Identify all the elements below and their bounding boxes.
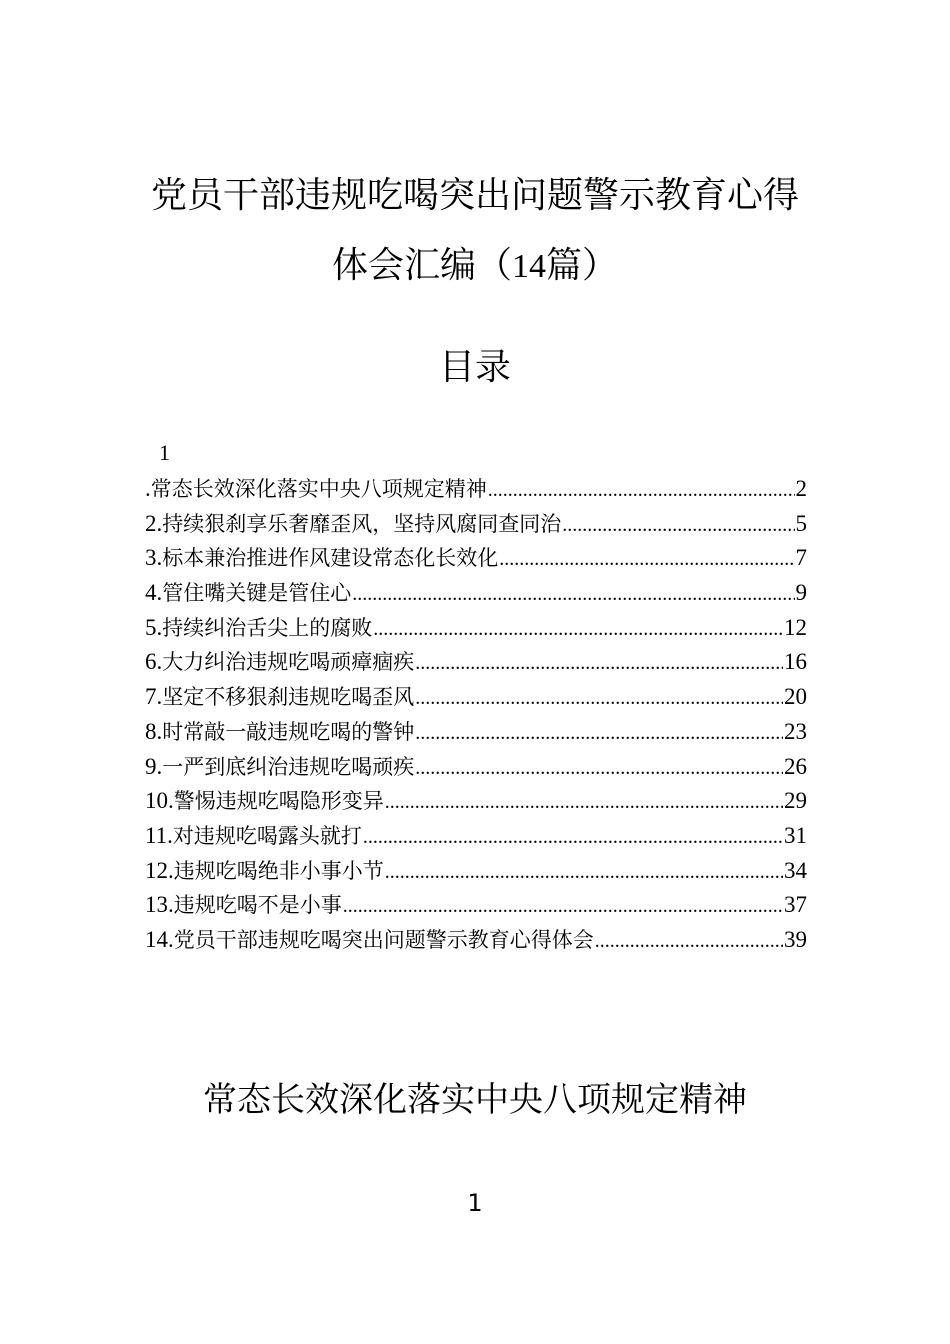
toc-entry-number: 4. — [145, 580, 163, 606]
toc-dot-leader — [499, 542, 794, 576]
toc-entry[interactable] — [145, 541, 807, 576]
toc-entry[interactable] — [145, 715, 807, 750]
toc-entry[interactable] — [145, 576, 807, 611]
toc-dot-leader — [343, 889, 783, 923]
toc-first-entry-number: 1 — [159, 440, 170, 465]
document-title-line-2 — [0, 246, 950, 287]
toc-dot-leader — [488, 473, 795, 507]
toc-entry[interactable] — [145, 680, 807, 715]
section-heading: 常态长效深化落实中央八项规定精神 — [203, 1080, 747, 1120]
toc-entry-label: 时常敲一敲违规吃喝的警钟 — [162, 719, 415, 744]
toc-entry-number: 8. — [145, 718, 163, 744]
toc-entry-label: 坚定不移狠刹违规吃喝歪风 — [162, 685, 415, 710]
toc-entry-label: 常态长效深化落实中央八项规定精神 — [150, 477, 487, 501]
toc-entry-number: 10. — [145, 788, 174, 814]
toc-entry-label: 违规吃喝绝非小事小节 — [173, 858, 384, 883]
toc-entry-page: 9 — [795, 580, 807, 606]
toc-entry[interactable] — [145, 611, 807, 646]
toc-entry-number: 7. — [145, 684, 163, 710]
toc-entry-page: 5 — [795, 510, 807, 536]
toc-entry-number: 9. — [145, 753, 163, 779]
toc-entry-page: 39 — [784, 926, 807, 952]
toc-entry[interactable] — [145, 507, 807, 542]
toc-dot-leader — [385, 785, 783, 819]
toc-entry-label: 标本兼治推进作风建设常态化长效化 — [162, 546, 499, 571]
toc-entry-page: 23 — [784, 718, 807, 744]
toc-entry-page: 29 — [784, 788, 807, 814]
toc-dot-leader — [415, 646, 783, 680]
toc-entry-number: 6. — [145, 649, 163, 675]
toc-entry-number: 11. — [145, 822, 173, 848]
title-line-2-prefix: 体会汇编（ — [331, 245, 512, 286]
toc-entry-page: 20 — [784, 684, 807, 710]
toc-dot-leader — [595, 924, 783, 958]
toc-dot-leader — [415, 751, 783, 785]
toc-dot-leader — [363, 820, 783, 854]
toc-entry-number: 12. — [145, 857, 174, 883]
toc-entry-page: 2 — [795, 476, 807, 501]
toc-entry-label: 警惕违规吃喝隐形变异 — [173, 789, 384, 814]
toc-entry-label: 对违规吃喝露头就打 — [172, 823, 362, 848]
toc-entry[interactable] — [145, 784, 807, 819]
toc-entry[interactable] — [145, 854, 807, 889]
title-line-2-suffix: 篇） — [546, 245, 619, 286]
toc-entry-number: 5. — [145, 614, 163, 640]
toc-entry-number: 13. — [145, 892, 174, 918]
toc-dot-leader — [562, 508, 794, 542]
toc-entry-label: 一严到底纠治违规吃喝顽疾 — [162, 754, 415, 779]
toc-entry[interactable] — [145, 472, 807, 507]
toc-dot-leader — [385, 855, 783, 889]
toc-entry-number: 2. — [145, 510, 163, 536]
toc-entry[interactable] — [145, 888, 807, 923]
toc-dot-leader — [352, 577, 794, 611]
toc-entry-page: 7 — [795, 545, 807, 571]
toc-entry-label: 管住嘴关键是管住心 — [162, 581, 352, 606]
toc-entry-label: 党员干部违规吃喝突出问题警示教育心得体会 — [173, 927, 594, 952]
toc-entry[interactable] — [145, 645, 807, 680]
toc-entry[interactable] — [145, 750, 807, 785]
toc-entry-label: 大力纠治违规吃喝顽瘴痼疾 — [162, 650, 415, 675]
toc-entry-label: 违规吃喝不是小事 — [173, 893, 342, 918]
page-number: 1 — [467, 1189, 483, 1217]
toc-heading: 目录 — [438, 347, 511, 388]
toc-entry-number: 3. — [145, 545, 163, 571]
toc-entry[interactable] — [145, 819, 807, 854]
document-title-line-1: 党员干部违规吃喝突出问题警示教育心得 — [150, 175, 799, 216]
toc-entry-label: 持续纠治舌尖上的腐败 — [162, 615, 373, 640]
toc-dot-leader — [415, 716, 783, 750]
toc-entry-page: 37 — [784, 892, 807, 918]
toc-entry[interactable] — [145, 923, 807, 958]
toc-dot-leader — [373, 612, 783, 646]
toc-entry-page: 31 — [784, 822, 807, 848]
title-line-2-number: 14 — [512, 248, 546, 285]
toc-entry-page: 34 — [784, 857, 807, 883]
toc-entry-number: 14. — [145, 926, 174, 952]
toc-entry-page: 26 — [784, 753, 807, 779]
toc-entry-page: 16 — [784, 649, 807, 675]
toc-entry-label: 持续狠刹享乐奢靡歪风，坚持风腐同查同治 — [162, 511, 562, 536]
toc-entry-number: . — [145, 476, 151, 501]
toc-entry-page: 12 — [784, 614, 807, 640]
toc-dot-leader — [415, 681, 783, 715]
table-of-contents — [145, 438, 807, 958]
